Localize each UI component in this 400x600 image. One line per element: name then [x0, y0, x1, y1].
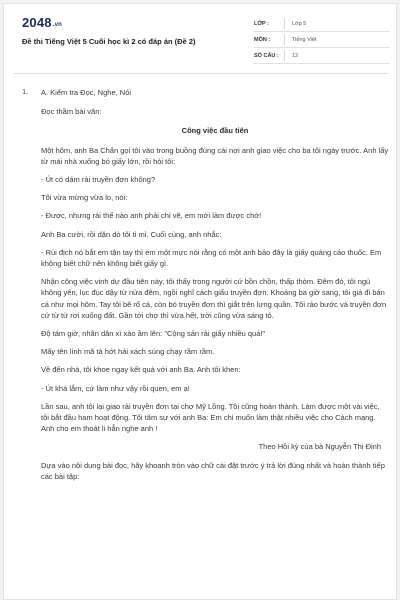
story-paragraph: Lần sau, anh tôi lại giao rải truyền đơn tại chợ Mỹ Lồng. Tôi cũng hoàn thành. Làm được một vài việc, tôi bắt đầu ham hoạt động. Tôi tâm sự với anh Ba: Em chỉ muốn làm thật nhiều việc cho Cách mạng. Anh cho em thoát li hẳn nghe anh !: [41, 401, 380, 434]
meta-label: MÔN :: [254, 36, 271, 43]
meta-label: LỚP :: [254, 20, 269, 27]
question-instruction: Dựa vào nội dung bài đọc, hãy khoanh tròn vào chữ cái đặt trước ý trả lời đúng nhất và hoàn thành tiếp các bài tập:: [41, 460, 385, 481]
meta-row-class: [254, 16, 390, 32]
story-paragraph: Nhận công việc vinh dự đầu tiên này, tôi thấy trong người cứ bồn chồn, thấp thỏm. Đêm đó, tôi ngủ không yên, lục đục dậy từ nửa đêm, ngồi nghĩ cách giấu truyền đơn. Khoảng ba giờ sang, tôi giả đi bán cá như mọi hôm. Tay tôi bê rổ cá, còn bó truyền đơn thì giắt trên lưng quần. Tôi rảo bước và truyền đơn cứ từ từ rơi xuống đất. Gần tới chợ thì vừa hết, trời cũng vừa sáng tỏ.: [41, 277, 387, 320]
site-logo[interactable]: [22, 15, 62, 30]
question-number: 1.: [22, 87, 29, 96]
meta-row-subject: [254, 32, 390, 48]
story-paragraph: Anh Ba cười, rồi dặn dò tôi tỉ mỉ. Cuối cùng, anh nhắc:: [41, 229, 222, 239]
story-paragraph: - Út có dám rải truyền đơn không?: [41, 175, 156, 185]
story-paragraph: Mấy tên lính mã tà hớt hải xách súng chạy rầm rầm.: [41, 347, 215, 357]
meta-value: Lớp 5: [292, 20, 307, 27]
meta-separator: [284, 18, 285, 29]
story-paragraph: - Được, nhưng rải thế nào anh phải chỉ vẽ, em mới làm được chớ!: [41, 211, 262, 221]
meta-row-question-count: [254, 48, 390, 64]
logo-text: 2048: [22, 15, 52, 30]
meta-label: SỐ CÂU :: [254, 52, 279, 59]
reading-intro: Đọc thầm bài văn:: [41, 107, 102, 117]
document-header: [4, 4, 397, 68]
document-title: Đề thi Tiếng Việt 5 Cuối học kì 2 có đáp án (Đề 2): [22, 37, 196, 46]
story-paragraph: Độ tám giờ, nhân dân xì xào ầm lên: "Cộng sản rải giấy nhiều quá!": [41, 329, 266, 339]
document-page: [3, 3, 397, 600]
question-content: [41, 87, 389, 489]
header-divider: [14, 73, 388, 74]
story-title: Công việc đầu tiên: [181, 126, 249, 136]
meta-table: [254, 16, 390, 64]
section-title: A. Kiểm tra Đọc, Nghe, Nói: [41, 88, 132, 97]
story-paragraph: Tôi vừa mừng vừa lo, nói:: [41, 193, 128, 203]
meta-separator: [284, 50, 285, 61]
story-paragraph: Về đến nhà, tôi khoe ngay kết quả với anh Ba. Anh tôi khen:: [41, 365, 241, 375]
story-attribution: Theo Hồi ký của bà Nguyễn Thị Định: [258, 442, 381, 452]
logo-suffix: .vn: [52, 22, 63, 28]
story-paragraph: - Út khá lắm, cứ làm như vậy rồi quen, em ạ!: [41, 383, 190, 393]
story-paragraph: - Rủi địch nó bắt em tận tay thì em một mực nói rằng có một anh bảo đây là giấy quảng cáo thuốc. Em không biết chữ nên không biết giấy gì.: [41, 247, 382, 269]
meta-separator: [284, 34, 285, 45]
meta-value: 12: [292, 52, 299, 59]
story-paragraph: Một hôm, anh Ba Chẩn gọi tôi vào trong buồng đúng cái nơi anh giao việc cho ba tôi ngày trước. Anh lấy từ mái nhà xuống bó giấy lớn, rồi hỏi tôi:: [41, 145, 389, 166]
meta-value: Tiếng Việt: [292, 36, 317, 43]
